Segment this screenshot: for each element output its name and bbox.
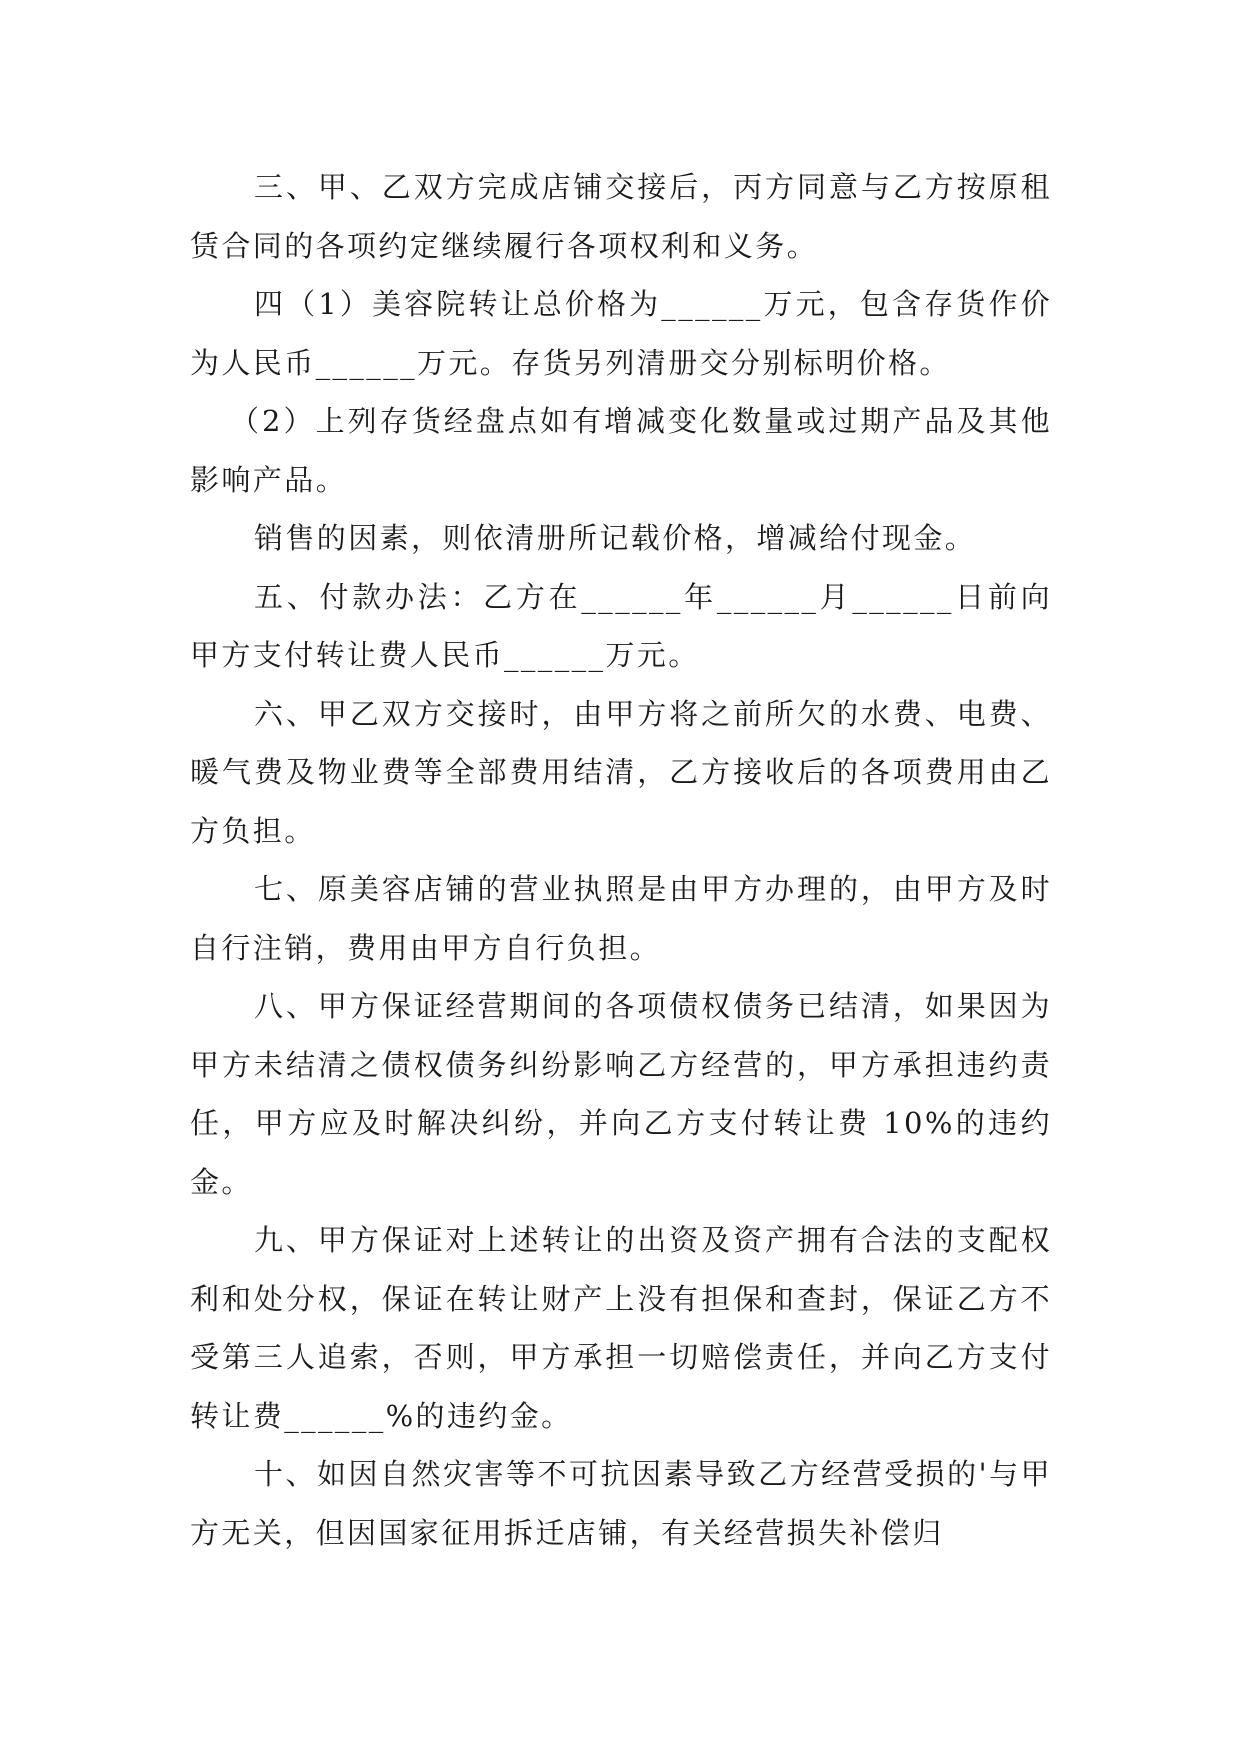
clause-5-payment: 五、付款办法：乙方在______年______月______日前向甲方支付转让费人民币______万元。 (190, 579, 1052, 672)
clause-9-guarantee: 九、甲方保证对上述转让的出资及资产拥有合法的支配权利和处分权，保证在转让财产上没有担保和查封，保证乙方不受第三人追索，否则，甲方承担一切赔偿责任，并向乙方支付转让费______%的违约金。 (190, 1223, 1052, 1433)
clause-4-price: 四（1）美容院转让总价格为______万元，包含存货作价为人民币______万元。存货另列清册交分别标明价格。 (190, 287, 1052, 380)
clause-3: 三、甲、乙双方完成店铺交接后，丙方同意与乙方按原租赁合同的各项约定继续履行各项权利和义务。 (190, 170, 1052, 263)
clause-6-fees: 六、甲乙双方交接时，由甲方将之前所欠的水费、电费、暖气费及物业费等全部费用结清，乙方接收后的各项费用由乙方负担。 (190, 696, 1052, 848)
clause-4-inventory: （2）上列存货经盘点如有增减变化数量或过期产品及其他影响产品。 (190, 404, 1052, 497)
clause-4-sales: 销售的因素，则依清册所记载价格，增减给付现金。 (254, 521, 977, 555)
clause-10-force-majeure: 十、如因自然灾害等不可抗因素导致乙方经营受损的'与甲方无关，但因国家征用拆迁店铺，有关经营损失补偿归 (190, 1457, 1052, 1550)
document-body (190, 158, 1052, 1562)
clause-8-debts: 八、甲方保证经营期间的各项债权债务已结清，如果因为甲方未结清之债权债务纠纷影响乙方经营的，甲方承担违约责任，甲方应及时解决纠纷，并向乙方支付转让费 10%的违约金。 (190, 989, 1052, 1199)
clause-7-license: 七、原美容店铺的营业执照是由甲方办理的，由甲方及时自行注销，费用由甲方自行负担。 (190, 872, 1052, 965)
